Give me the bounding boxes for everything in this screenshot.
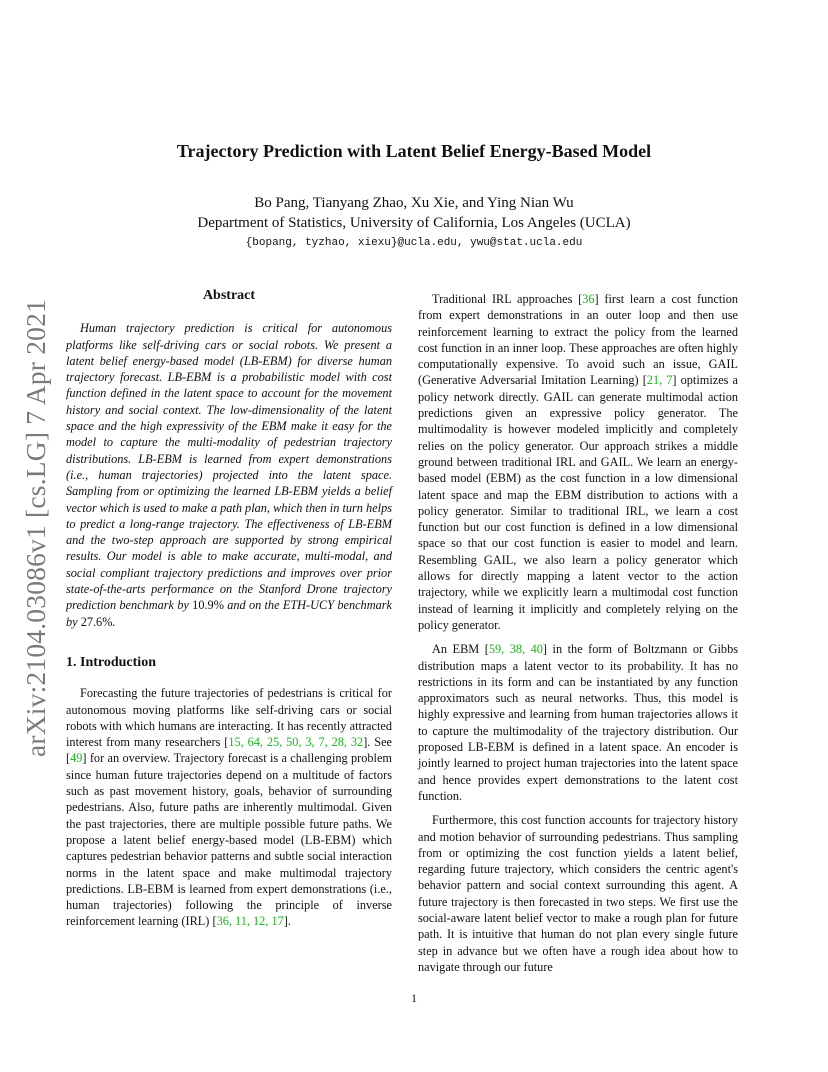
arxiv-identifier xyxy=(16,293,56,763)
affiliation: Department of Statistics, University of California, Los Angeles (UCLA) xyxy=(197,215,631,231)
paper-title: Trajectory Prediction with Latent Belief Energy-Based Model xyxy=(176,141,652,161)
citation-link[interactable]: 49 xyxy=(70,751,83,766)
author-emails: {bopang, tyzhao, xiexu}@ucla.edu, ywu@stat.ucla.edu xyxy=(245,237,583,249)
eth-gain: 27.6% xyxy=(80,614,113,629)
page-number: 1 xyxy=(411,991,417,1005)
citation-link[interactable]: 21, 7 xyxy=(646,373,673,388)
citation-link[interactable]: 15, 64, 25, 50, 3, 7, 28, 32 xyxy=(228,735,364,750)
author-list: Bo Pang, Tianyang Zhao, Xu Xie, and Ying Nian Wu xyxy=(254,195,574,211)
ebm-paragraph: An EBM [59, 38, 40] in the form of Boltzmann or Gibbs distribution maps a latent vector to its probability. It has no restrictions in its form and can be instantiated by any function approximators such as neural networks. Thus, this model is highly expressive and learning from human trajectories allows it to capture the multimodality of the trajectory distribution. Our proposed LB-EBM is defined in a latent space. An encoder is jointly learned to project human trajectories into the latent space and hence provides expert demonstrations to the latent cost function. xyxy=(418,642,739,803)
introduction-heading: 1. Introduction xyxy=(66,654,156,670)
abstract-text: Human trajectory prediction is critical for autonomous platforms like self-driving cars or social robots. We present a latent belief energy-based model (LB-EBM) for diverse human trajectory forecast. LB-EBM is a probabilistic model with cost function defined in the latent space to account for the movement history and social context. The low-dimensionality of the latent space and the high expressivity of the EBM make it easy for the model to capture the multi-modality of pedestrian trajectory distributions. LB-EBM is learned from expert demonstrations (i.e., human trajectories) projected into the latent space. Sampling from or optimizing the learned LB-EBM yields a belief vector which is used to make a path plan, which then in turn helps to predict a long-range trajectory. The effectiveness of LB-EBM and the two-step approach are supported by strong empirical results. Our model is able to make accurate, multi-modal, and social compliant trajectory predictions and improves over prior state-of-the-arts performance on the Stanford Drone trajectory prediction benchmark by 10.9% and on the ETH-UCY benchmark by 27.6%. xyxy=(66,321,392,629)
cost-function-paragraph: Furthermore, this cost function accounts for trajectory history and motion behavior of surrounding pedestrians. Thus sampling from or optimizing the cost function yields a latent belief, regarding future trajectory, which considers the centric agent's behavior pattern and social context surrounding this agent. A future trajectory is then forecasted in two steps. We first use the social-aware latent belief vector to make a rough plan for future path. It is intuitive that human do not plan every single future step in advance but we often have a rough idea about how to navigate through our future xyxy=(418,813,738,974)
citation-link[interactable]: 36, 11, 12, 17 xyxy=(216,914,284,929)
sdd-gain: 10.9% xyxy=(192,598,224,613)
intro-paragraph: Forecasting the future trajectories of pedestrians is critical for autonomous moving platforms like self-driving cars or social robots with which humans are interacting. It has recently attracted interest from many researchers [15, 64, 25, 50, 3, 7, 28, 32]. See [49] for an overview. Trajectory forecast is a challenging problem since human future trajectories depend on a multitude of factors such as past movement history, goals, behavior of surrounding pedestrians. Also, future paths are inherently multimodal. Given the past trajectories, there are multiple possible future paths. We propose a latent belief energy-based model (LB-EBM) which captures pedestrian behavior patterns and subtle social interaction norms in the latent space and make multimodal trajectory predictions. LB-EBM is learned from expert demonstrations (i.e., human trajectories) following the principle of inverse reinforcement learning (IRL) [36, 11, 12, 17]. xyxy=(66,686,392,929)
arxiv-identifier-text: arXiv:2104.03086v1 [cs.LG] 7 Apr 2021 xyxy=(20,298,51,758)
left-column xyxy=(66,288,392,938)
citation-link[interactable]: 36 xyxy=(582,292,595,306)
abstract-heading: Abstract xyxy=(202,288,256,303)
irl-paragraph: Traditional IRL approaches [36] first learn a cost function from expert demonstrations in an outer loop and then use reinforcement learning to extract the policy from the learned cost function in an inner loop. These approaches are often highly computationally expensive. To avoid such an issue, GAIL (Generative Adversarial Imitation Learning) [21, 7] optimizes a policy network directly. GAIL can generate multimodal action predictions given an expressive policy generator. The multimodality is however modeled implicitly and completely relies on the policy generator. Our approach strikes a middle ground between traditional IRL and GAIL. We learn an energy-based model (EBM) as the cost function in a low dimensional latent space and map the EBM distribution to actions with a policy generator. Similar to traditional IRL, we learn a cost function but our cost function is defined in a low dimensional space so that our cost function is easier to model and learn. Resembling GAIL, we also learn a policy generator which allows for directly mapping a latent vector to the action trajectory, while we explicitly learn a multimodal cost function instead of learning it implicitly and completely relying on the policy generator. xyxy=(418,292,738,632)
right-column xyxy=(418,291,738,983)
citation-link[interactable]: 59, 38, 40 xyxy=(488,642,543,657)
